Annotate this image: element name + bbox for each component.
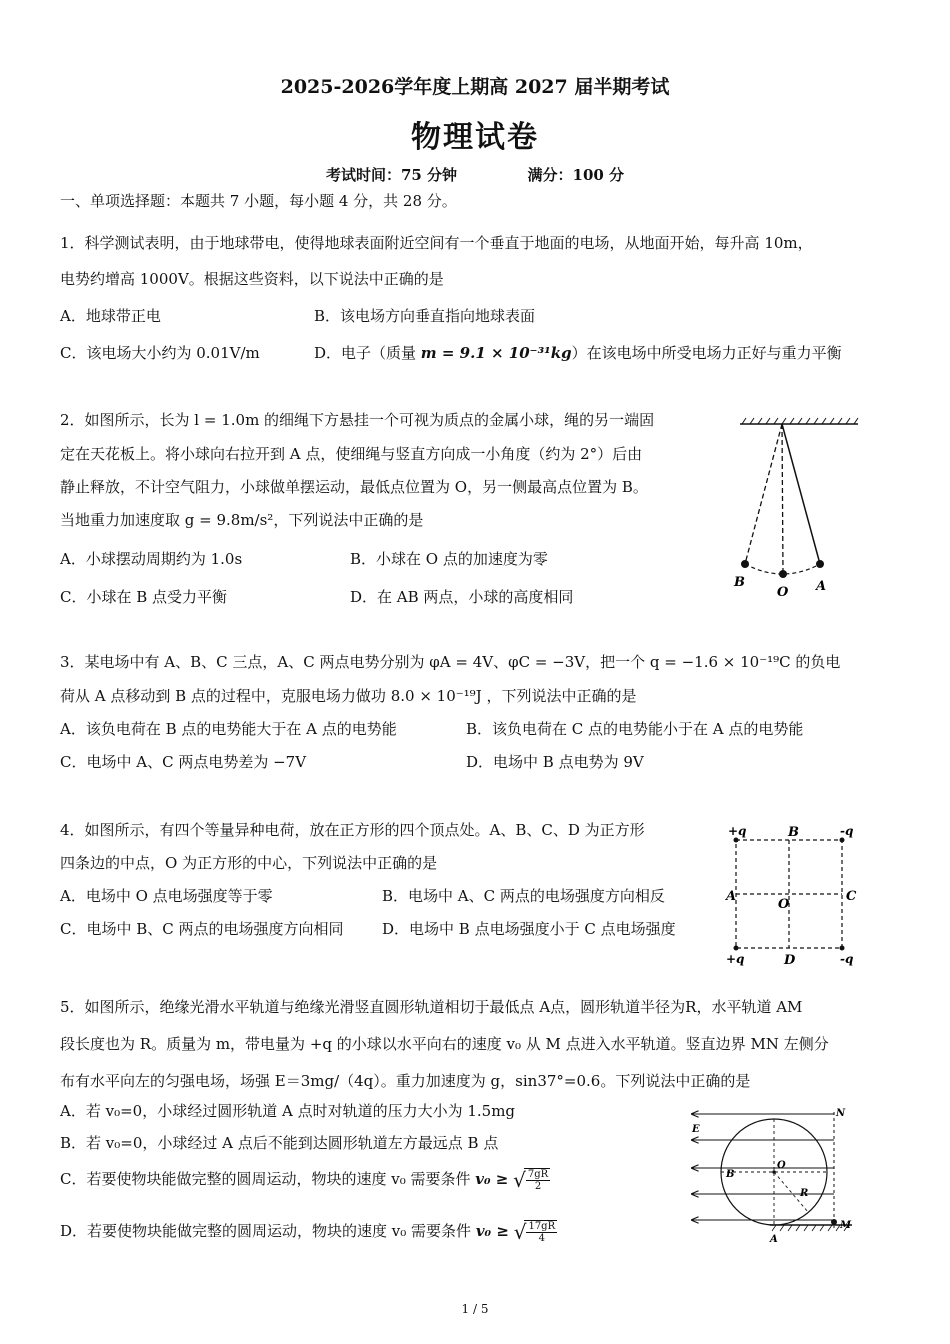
label-m: M [840,1220,852,1231]
q2-stem-line4: 当地重力加速度取 g = 9.8m/s²，下列说法中正确的是 [60,511,424,529]
q2-option-d: D．在 AB 两点，小球的高度相同 [350,588,574,606]
exam-time: 考试时间：75 分钟 [325,166,458,184]
charge-top-right [840,838,845,843]
charge-bottom-left [734,946,739,951]
ball-o [779,570,787,578]
label-e: E [692,1124,700,1135]
charge-bottom-right [840,946,845,951]
q5-c-numerator: 7gR [527,1169,549,1180]
label-n: N [836,1108,846,1119]
q1-option-a: A．地球带正电 [60,307,161,325]
q2-option-c: C．小球在 B 点受力平衡 [60,588,228,606]
q3-option-b: B．该负电荷在 C 点的电势能小于在 A 点的电势能 [466,720,804,738]
page-number: 1 / 5 [461,1302,489,1316]
sqrt-icon: √ [513,1220,527,1244]
section-heading: 一、单项选择题：本题共 7 小题，每小题 4 分，共 28 分。 [60,192,457,210]
ceiling-hatch [742,418,858,424]
sqrt-icon: √ [513,1168,526,1192]
q3-option-d: D．电场中 B 点电势为 9V [466,753,644,771]
field-lines [692,1114,834,1220]
q5-option-b: B．若 v₀=0，小球经过 A 点后不能到达圆形轨道左方最远点 B 点 [60,1134,499,1152]
q5-stem-line1: 5．如图所示，绝缘光滑水平轨道与绝缘光滑竖直圆形轨道相切于最低点 A点，圆形轨道半径为R，水平轨道 AM [60,998,803,1016]
ball-a [816,560,824,568]
q1-option-c: C．该电场大小约为 0.01V/m [60,344,260,362]
label-charge-tr: -q [840,824,854,838]
q1-option-d-math: m = 9.1 × 10⁻³¹kg [420,344,572,362]
q5-d-denominator: 4 [538,1233,545,1244]
string-to-b [745,424,782,564]
label-o: O [777,585,789,600]
q3-stem-line1: 3．某电场中有 A、B、C 三点，A、C 两点电势分别为 φA = 4V、φC = −3V，把一个 q = −1.6 × 10⁻¹⁹C 的负电 [60,653,841,671]
q4-option-b: B．电场中 A、C 两点的电场强度方向相反 [382,887,665,905]
label-o: O [777,1160,786,1171]
q4-stem-line1: 4．如图所示，有四个等量异种电荷，放在正方形的四个顶点处。A、B、C、D 为正方形 [60,821,645,839]
q3-option-c: C．电场中 A、C 两点电势差为 −7V [60,753,307,771]
q3-stem-line2: 荷从 A 点移动到 B 点的过程中，克服电场力做功 8.0 × 10⁻¹⁹J ，下列说法中正确的是 [60,687,637,705]
q1-option-d [314,342,842,363]
string-to-o [782,424,783,574]
q1-option-d-post: ）在该电场中所受电场力正好与重力平衡 [571,344,842,362]
q5-stem-line3: 布有水平向左的匀强电场，场强 E＝3mg/（4q）。重力加速度为 g，sin37°=0.6。下列说法中正确的是 [60,1072,751,1090]
q1-stem-line2: 电势约增高 1000V。根据这些资料，以下说法中正确的是 [60,270,444,288]
label-r: R [800,1188,809,1199]
string-to-a [782,424,820,564]
label-charge-br: -q [840,952,854,966]
paper-title: 物理试卷 [411,120,539,155]
q5-stem-line2: 段长度也为 R。质量为 m，带电量为 +q 的小球以水平向右的速度 v₀ 从 M 点进入水平轨道。竖直边界 MN 左侧分 [60,1035,829,1053]
q4-option-a: A．电场中 O 点电场强度等于零 [60,887,273,905]
label-a: A [816,579,827,594]
pendulum-diagram [730,416,865,601]
q2-stem-line1: 2．如图所示，长为 l = 1.0m 的细绳下方悬挂一个可视为质点的金属小球，绳的另一端固 [60,411,655,429]
q2-stem-line3: 静止释放，不计空气阻力，小球做单摆运动，最低点位置为 O，另一侧最高点位置为 B。 [60,478,648,496]
q2-option-b: B．小球在 O 点的加速度为零 [350,550,548,568]
q1-option-d-pre: D．电子（质量 [314,344,421,362]
exam-header-title: 2025-2026学年度上期高 2027 届半期考试 [280,76,670,98]
charge-top-left [734,838,739,843]
label-d: D [784,953,796,968]
label-b: B [726,1169,735,1180]
label-charge-bl: +q [726,952,745,966]
q5-option-c-math: v₀ ≥ [475,1170,509,1188]
label-b: B [734,575,745,590]
q1-option-b: B．该电场方向垂直指向地球表面 [314,307,536,325]
label-o: O [778,897,790,912]
label-b: B [788,825,799,840]
q5-c-denominator: 2 [534,1181,542,1192]
q5-option-c-text: C．若要使物块能做完整的圆周运动，物块的速度 v₀ 需要条件 [60,1170,471,1188]
q5-d-numerator: 17gR [528,1221,556,1232]
ball-m [831,1219,837,1225]
circular-track-diagram [684,1104,864,1250]
q3-option-a: A．该负电荷在 B 点的电势能大于在 A 点的电势能 [60,720,397,738]
center-o [772,1170,776,1174]
q1-stem-line1: 1．科学测试表明，由于地球带电，使得地球表面附近空间有一个垂直于地面的电场，从地面开始，每升高 10m， [60,234,813,252]
ball-b [741,560,749,568]
exam-score: 满分：100 分 [527,166,625,184]
label-charge-tl: +q [728,824,747,838]
q4-option-c: C．电场中 B、C 两点的电场强度方向相同 [60,920,344,938]
q2-option-a: A．小球摆动周期约为 1.0s [60,550,243,568]
exam-meta [0,164,950,185]
label-a: A [770,1234,778,1245]
q4-option-d: D．电场中 B 点电场强度小于 C 点电场强度 [382,920,676,938]
q5-option-d-math: v₀ ≥ [475,1222,509,1240]
ground-hatch [772,1225,848,1231]
square-charges-diagram [722,822,862,972]
label-c: C [846,889,857,904]
q5-option-c [60,1168,550,1192]
q5-option-a: A．若 v₀=0，小球经过圆形轨道 A 点时对轨道的压力大小为 1.5mg [60,1102,516,1120]
q2-stem-line2: 定在天花板上。将小球向右拉开到 A 点，使细绳与竖直方向成一小角度（约为 2°）后由 [60,445,643,463]
label-a: A [726,889,737,904]
q4-stem-line2: 四条边的中点，O 为正方形的中心，下列说法中正确的是 [60,854,438,872]
q5-option-d [60,1220,557,1244]
q5-option-d-text: D．若要使物块能做完整的圆周运动，物块的速度 v₀ 需要条件 [60,1222,472,1240]
